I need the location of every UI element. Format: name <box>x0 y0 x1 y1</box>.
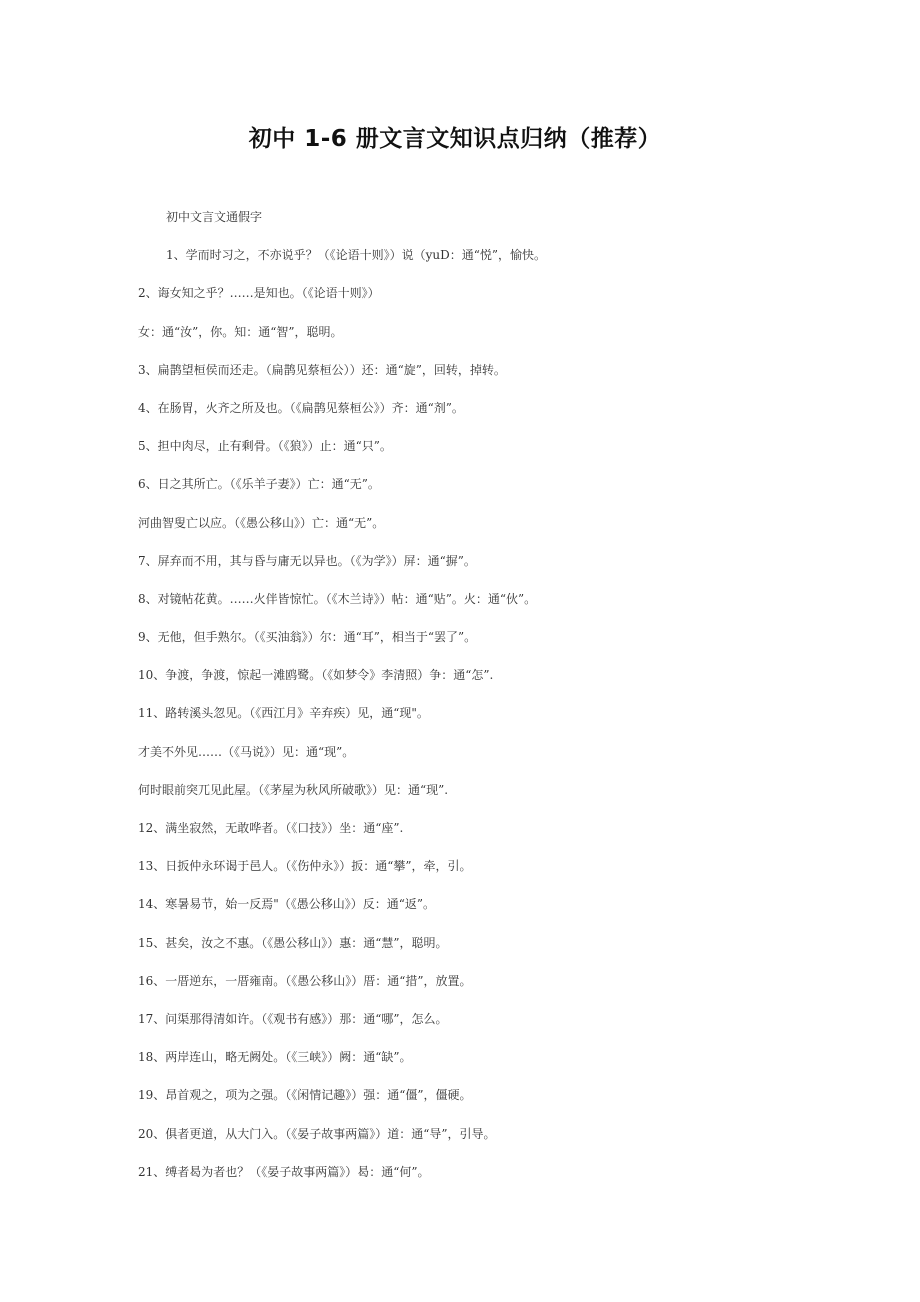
text-line: 才美不外见……（《马说》）见：通“现”。 <box>138 744 355 759</box>
page-title: 初中 1-6 册文言文知识点归纳（推荐） <box>248 126 662 152</box>
text-line: 15、甚矣，汝之不惠。（《愚公移山》）惠：通“慧”，聪明。 <box>138 935 448 950</box>
text-line: 何时眼前突兀见此屋。（《茅屋为秋风所破歌》）见：通“现”. <box>138 782 449 797</box>
text-line: 19、昂首观之，项为之强。（《闲情记趣》）强：通“僵”，僵硬。 <box>138 1088 472 1103</box>
text-line: 12、满坐寂然，无敢哗者。（《口技》）坐：通“座”. <box>138 821 404 835</box>
text-line: 13、日扳仲永环谒于邑人。（《伤仲永》）扳：通“攀”，牵，引。 <box>138 859 472 874</box>
text-line: 初中文言文通假字 <box>166 210 263 224</box>
text-line: 7、屏弃而不用，其与昏与庸无以异也。（《为学》）屏：通“摒”。 <box>138 553 476 568</box>
text-line: 1、学而时习之，不亦说乎？（《论语十则》）说（yuD：通“悦”，愉快。 <box>166 248 547 263</box>
text-line: 11、路转溪头忽见。（《西江月》辛弃疾）见，通“现"。 <box>138 706 429 721</box>
text-line: 6、日之其所亡。（《乐羊子妻》）亡：通“无”。 <box>138 477 380 492</box>
text-line: 女：通“汝”，你。知：通“智”，聪明。 <box>138 324 343 339</box>
document-body <box>138 204 858 1197</box>
text-line: 14、寒暑易节，始一反焉"（《愚公移山》）反：通“返”。 <box>138 897 436 912</box>
text-line: 17、问渠那得清如许。（《观书有感》）那：通“哪”，怎么。 <box>138 1011 448 1026</box>
text-line: 5、担中肉尽，止有剩骨。（《狼》）止：通“只”。 <box>138 439 392 454</box>
text-line: 8、对镜帖花黄。……火伴皆惊忙。（《木兰诗》）帖：通“贴”。火：通“伙”。 <box>138 591 537 606</box>
text-line: 20、俱者更道，从大门入。（《晏子故事两篇》）道：通“导”，引导。 <box>138 1126 496 1141</box>
text-line: 10、争渡，争渡，惊起一滩鸥鹭。（《如梦令》李清照）争：通“怎”. <box>138 668 494 683</box>
text-line: 河曲智叟亡以应。（《愚公移山》）亡：通“无”。 <box>138 515 385 530</box>
text-line: 3、扁鹊望桓侯而还走。（扁鹊见蔡桓公））还：通“旋”，回转，掉转。 <box>138 362 506 377</box>
text-line: 21、缚者曷为者也？（《晏子故事两篇》）曷：通“何”。 <box>138 1164 430 1179</box>
text-line: 18、两岸连山，略无阙处。（《三峡》）阙：通“缺”。 <box>138 1050 412 1065</box>
text-line: 16、一厝逆东，一厝雍南。（《愚公移山》）厝：通“措”，放置。 <box>138 973 472 988</box>
text-line: 4、在肠胃，火齐之所及也。（《扁鹊见蔡桓公》）齐：通“剂”。 <box>138 400 464 415</box>
text-line: 2、诲女知之乎？……是知也。（《论语十则》） <box>138 286 380 301</box>
text-line: 9、无他，但手熟尔。（《买油翁》）尔：通“耳”，相当于“罢了”。 <box>138 630 477 645</box>
